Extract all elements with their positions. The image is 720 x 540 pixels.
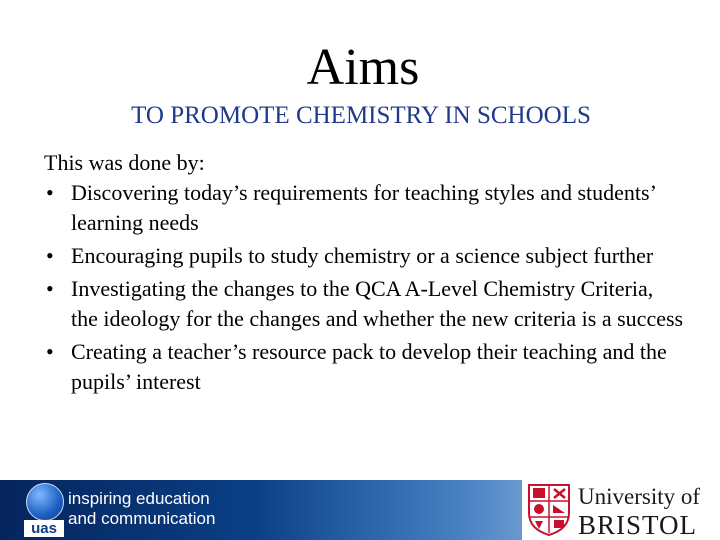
tagline: [68, 489, 215, 529]
bullet-text: Discovering today’s requirements for teaching styles and students’ learning needs: [71, 180, 656, 235]
slide-title: [0, 38, 720, 98]
uas-logo-text: uas: [24, 520, 64, 537]
bullet-list: [44, 178, 684, 397]
university-name-line1: University of: [578, 484, 701, 509]
bullet-icon: •: [46, 180, 54, 205]
bullet-item: [44, 178, 684, 238]
university-name-line2: BRISTOL: [578, 510, 698, 540]
bullet-icon: •: [46, 243, 54, 268]
university-logo: [522, 480, 720, 540]
intro-text: This was done by:: [44, 150, 205, 175]
slide-title-text: Aims: [306, 39, 420, 96]
tagline-line2: and communication: [68, 509, 216, 528]
bullet-item: [44, 241, 684, 271]
tagline-line1: inspiring education: [68, 489, 210, 508]
bullet-item: [44, 337, 684, 397]
uas-logo: [24, 481, 64, 537]
slide-subtitle-text: TO PROMOTE CHEMISTRY IN SCHOOLS: [131, 102, 591, 129]
globe-icon: [26, 483, 64, 521]
crest-icon: [527, 483, 571, 537]
bullet-icon: •: [46, 276, 54, 301]
slide-body: [44, 148, 684, 400]
bullet-text: Creating a teacher’s resource pack to develop their teaching and the pupils’ interest: [71, 339, 667, 394]
footer-banner: [0, 480, 720, 540]
bullet-text: Encouraging pupils to study chemistry or a science subject further: [71, 243, 654, 268]
bullet-text: Investigating the changes to the QCA A-Level Chemistry Criteria, the ideology for the changes and whether the new criteria is a success: [71, 276, 684, 331]
bullet-item: [44, 274, 684, 334]
bullet-icon: •: [46, 339, 54, 364]
slide-subtitle: [0, 100, 720, 132]
